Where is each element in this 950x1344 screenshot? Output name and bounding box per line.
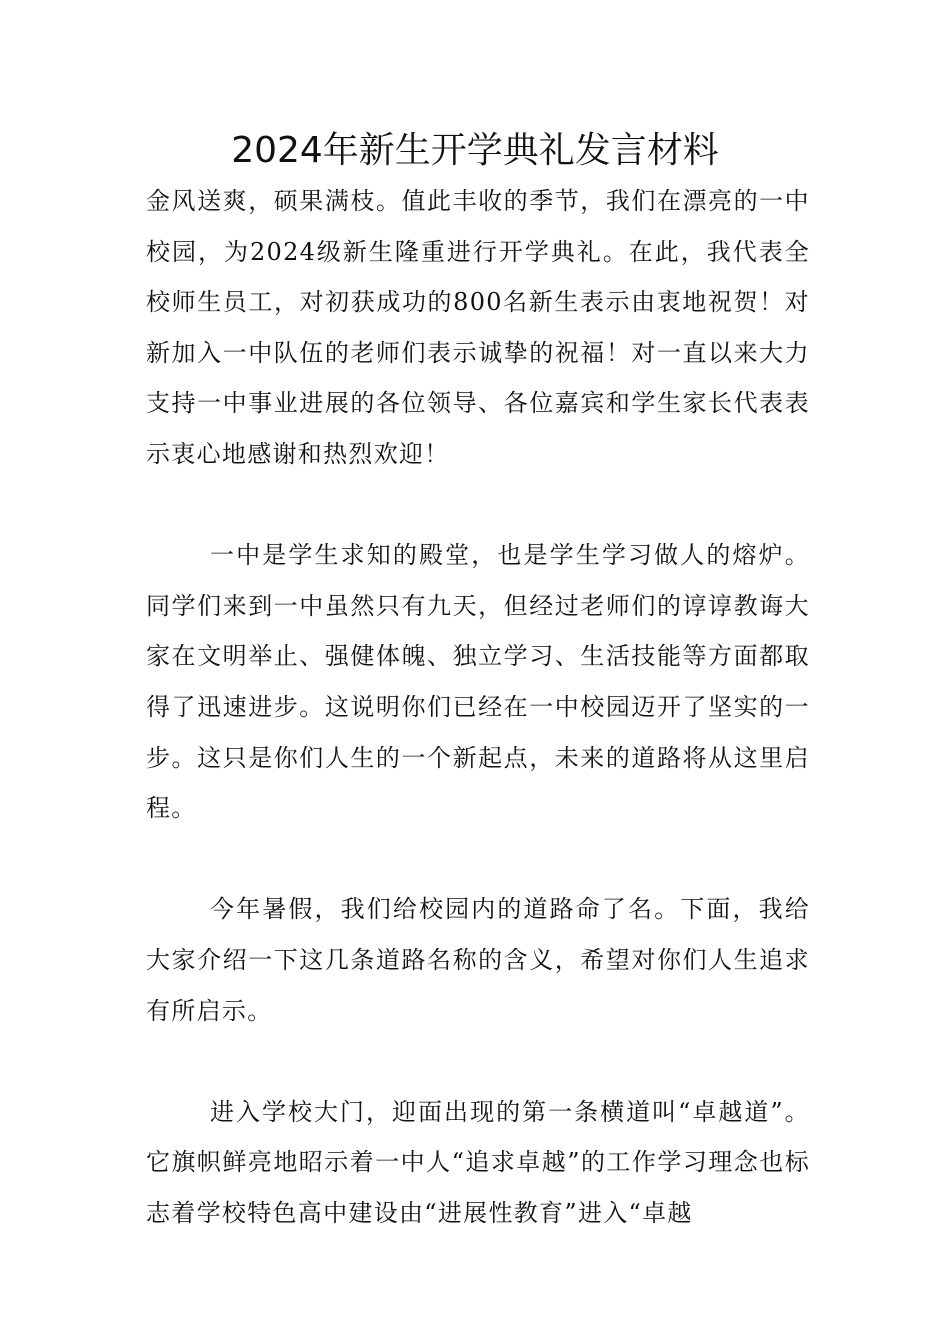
paragraph-excellence-road: 进入学校大门，迎面出现的第一条横道叫“卓越道”。它旗帜鲜亮地昭示着一中人“追求卓越”的工作学习理念也标志着学校特色高中建设由“进展性教育”进入“卓越 [146, 1097, 810, 1227]
paragraph-road-naming: 今年暑假，我们给校园内的道路命了名。下面，我给大家介绍一下这几条道路名称的含义，希望对你们人生追求有所启示。 [146, 895, 810, 1025]
paragraph-spacer [146, 480, 810, 531]
paragraph-spacer [146, 834, 810, 885]
document-title: 2024年新生开学典礼发言材料 [231, 130, 719, 171]
paragraph-spacer [146, 1036, 810, 1087]
document-body [146, 176, 810, 1238]
paragraph-welcome: 金风送爽，硕果满枝。值此丰收的季节，我们在漂亮的一中校园，为2024级新生隆重进行开学典礼。在此，我代表全校师生员工，对初获成功的800名新生表示由衷地祝贺！对新加入一中队伍的老师们表示诚挚的祝福！对一直以来大力支持一中事业进展的各位领导、各位嘉宾和学生家长代表表示衷心地感谢和热烈欢迎！ [146, 187, 810, 468]
paragraph-school-intro: 一中是学生求知的殿堂，也是学生学习做人的熔炉。同学们来到一中虽然只有九天，但经过老师们的谆谆教诲大家在文明举止、强健体魄、独立学习、生活技能等方面都取得了迅速进步。这说明你们已经在一中校园迈开了坚实的一步。这只是你们人生的一个新起点，未来的道路将从这里启程。 [146, 541, 810, 823]
